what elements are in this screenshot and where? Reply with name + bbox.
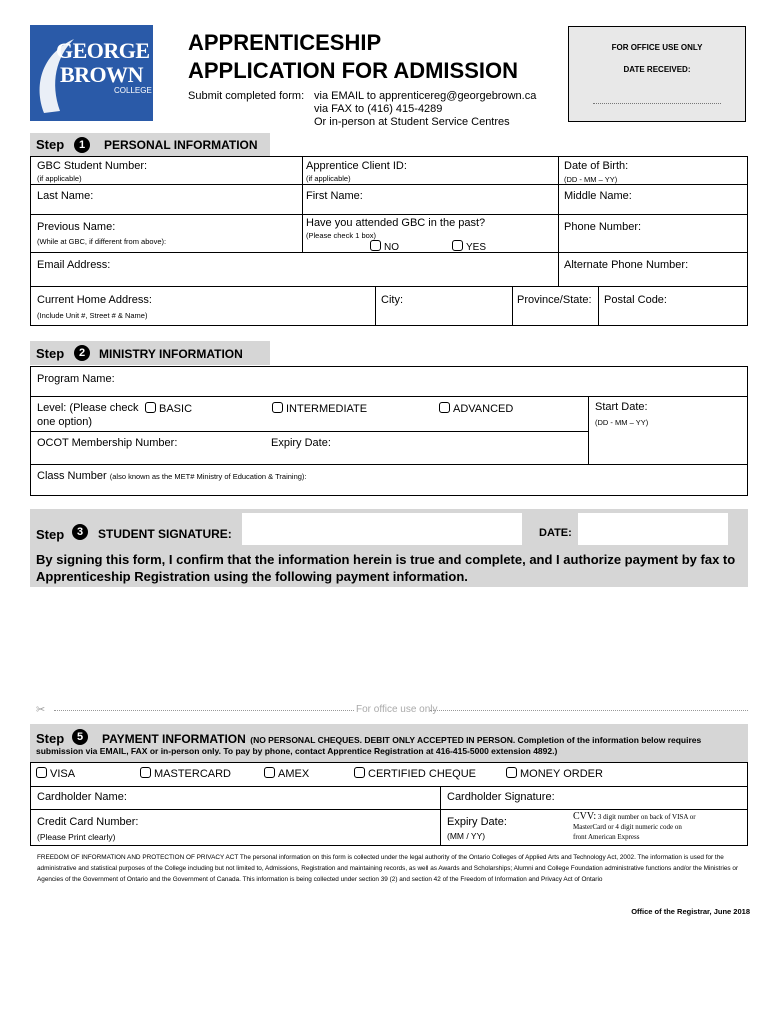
scissors-icon: ✂ [36,704,46,716]
pay-mastercard-option[interactable] [140,767,231,780]
pay-certified-cheque-label: CERTIFIED CHEQUE [368,768,476,780]
declaration-text: By signing this form, I confirm that the information herein is true and complete, and I authorize payment by fax to Apprenticeship Registration using the following payment information. [36,552,736,584]
dob-format: (DD - MM – YY) [564,175,618,184]
start-date-format: (DD - MM – YY) [595,418,649,427]
checkbox-icon[interactable] [506,767,517,778]
attended-gbc-label: Have you attended GBC in the past? [306,217,486,229]
cut-line-right [430,710,748,711]
checkbox-icon[interactable] [370,240,381,251]
attended-yes-label: YES [466,242,487,253]
previous-name-field[interactable] [130,217,298,237]
step3-label: Step [36,527,65,542]
pay-mastercard-label: MASTERCARD [154,768,232,780]
cardholder-signature-field[interactable] [560,788,744,807]
office-use-box [568,26,746,122]
cvv-line1 [573,812,696,822]
ocot-label: OCOT Membership Number: [37,437,178,449]
ocot-field[interactable] [170,434,266,460]
college-logo [30,25,153,121]
step3-number: 3 [72,524,88,540]
cardholder-signature-label: Cardholder Signature: [447,791,555,803]
attended-yes-option[interactable] [452,240,486,253]
step1-label: Step [36,137,65,152]
step1-number: 1 [74,137,90,153]
pay-money-order-option[interactable] [506,767,603,780]
level-intermediate-option[interactable] [272,402,367,415]
level-basic-label: BASIC [159,403,193,415]
step1-title: PERSONAL INFORMATION [104,138,258,152]
step5-label: Step [36,731,65,746]
ocot-expiry-field[interactable] [330,434,584,460]
logo-line3: COLLEGE [114,86,152,95]
step1-header [30,133,270,157]
logo-line2: BROWN [60,62,144,87]
email-field[interactable] [115,256,553,282]
cvv-text1: 3 digit number on back of VISA or [597,813,696,821]
step2-number: 2 [74,345,90,361]
submit-inperson: Or in-person at Student Service Centres [314,116,510,128]
address-label: Current Home Address: [37,294,152,306]
attended-no-option[interactable] [370,240,399,253]
step2-label: Step [36,346,65,361]
date-received-label: DATE RECEIVED: [623,65,691,74]
card-number-field[interactable] [140,812,436,844]
privacy-notice: FREEDOM OF INFORMATION AND PROTECTION OF PRIVACY ACT The personal information on this form is collected under the legal authority of the Ontario Colleges of Applied Arts and Technology Act, 2002. The information is used for the administrative and statistical purposes of the College including but not limited to, Admissions, Registration and maintaining records, as well as Awards and Scholarships; Alumni and College Foundation administrative functions and/or the Ministries or Agencies of the Government of Ontario and the Government of Canada. This information is being collected under section 39 (2) and section 42 of the Freedom of Information and Privacy Act of Ontario [37,854,739,883]
checkbox-icon[interactable] [272,402,283,413]
pay-money-order-label: MONEY ORDER [520,768,603,780]
step3-title: STUDENT SIGNATURE: [98,527,232,541]
submit-fax: via FAX to (416) 415-4289 [314,103,443,115]
gbc-number-field[interactable] [160,160,298,182]
checkbox-icon[interactable] [36,767,47,778]
card-number-label: Credit Card Number: [37,816,139,828]
gbc-number-note: (if applicable) [37,174,82,183]
phone-label: Phone Number: [564,221,642,233]
level-advanced-option[interactable] [439,402,513,415]
email-label: Email Address: [37,259,111,271]
alt-phone-label: Alternate Phone Number: [564,259,689,271]
step5-number: 5 [72,729,88,745]
checkbox-icon[interactable] [145,402,156,413]
pay-certified-cheque-option[interactable] [354,767,476,780]
program-label: Program Name: [37,373,115,385]
class-number-note: (also known as the MET# Ministry of Education & Training): [109,472,307,481]
form-title-line1: APPRENTICESHIP [188,30,382,55]
submit-email: via EMAIL to apprenticereg@georgebrown.ca [314,90,537,102]
pay-amex-label: AMEX [278,768,310,780]
cvv-instructions [573,812,696,842]
postal-code-label: Postal Code: [604,294,667,306]
last-name-field[interactable] [100,188,298,212]
checkbox-icon[interactable] [354,767,365,778]
cvv-text3: front American Express [573,833,640,841]
card-number-note: (Please Print clearly) [37,832,116,842]
previous-name-label: Previous Name: [37,221,116,233]
form-title-line2: APPLICATION FOR ADMISSION [188,58,518,83]
step5-note2: submission via EMAIL, FAX or in-person only. To pay by phone, contact Apprentice Registration at 416-415-5000 extension 4892.) [36,746,558,756]
footer-text: Office of the Registrar, June 2018 [631,907,750,916]
step5-title: PAYMENT INFORMATION [102,732,246,746]
province-label: Province/State: [517,294,592,306]
previous-name-note: (While at GBC, if different from above): [37,237,167,246]
pay-visa-label: VISA [50,768,76,780]
level-basic-option[interactable] [145,402,192,415]
level-advanced-label: ADVANCED [453,403,514,415]
class-number-label [37,470,307,482]
checkbox-icon[interactable] [452,240,463,251]
middle-name-label: Middle Name: [564,190,632,202]
card-expiry-format: (MM / YY) [447,831,486,841]
last-name-label: Last Name: [37,190,94,202]
gbc-number-label: GBC Student Number: [37,160,148,172]
level-label-1: Level: (Please check [37,402,139,414]
address-note: (Include Unit #, Street # & Name) [37,311,148,320]
pay-amex-option[interactable] [264,767,309,780]
first-name-label: First Name: [306,190,363,202]
dob-label: Date of Birth: [564,160,629,172]
program-field[interactable] [115,370,743,394]
logo-line1: GEORGE [56,38,150,63]
client-id-field[interactable] [400,160,554,182]
date-received-line [593,103,721,104]
start-date-label: Start Date: [595,401,648,413]
class-number-text: Class Number [37,470,107,482]
cardholder-name-label: Cardholder Name: [37,791,127,803]
client-id-note: (if applicable) [306,174,351,183]
card-expiry-label: Expiry Date: [447,816,507,828]
level-intermediate-label: INTERMEDIATE [286,403,368,415]
address-field[interactable] [160,290,372,322]
office-use-title: FOR OFFICE USE ONLY [611,43,703,52]
level-label-2: one option) [37,416,93,428]
attended-check-note: (Please check 1 box) [306,231,377,240]
cvv-label: CVV: [573,811,597,822]
checkbox-icon[interactable] [264,767,275,778]
client-id-label: Apprentice Client ID: [306,160,407,172]
first-name-field[interactable] [370,188,554,212]
cardholder-name-field[interactable] [130,788,436,807]
submit-label: Submit completed form: [188,90,305,102]
cvv-text2: MasterCard or 4 digit numeric code on [573,823,682,831]
pay-visa-option[interactable] [36,767,75,780]
office-only-divider-label: For office use only [356,704,438,715]
city-label: City: [381,294,403,306]
ocot-expiry-label: Expiry Date: [271,437,331,449]
signature-date-label: DATE: [539,527,572,539]
checkbox-icon[interactable] [140,767,151,778]
cut-line-left [54,710,354,711]
student-signature-field[interactable] [242,513,522,545]
step2-header [30,341,270,365]
step2-title: MINISTRY INFORMATION [99,347,243,361]
step5-note1: (NO PERSONAL CHEQUES. DEBIT ONLY ACCEPTED IN PERSON. Completion of the information below requires [250,735,702,745]
signature-date-field[interactable] [578,513,728,545]
class-number-field[interactable] [305,468,743,492]
attended-no-label: NO [384,242,399,253]
checkbox-icon[interactable] [439,402,450,413]
